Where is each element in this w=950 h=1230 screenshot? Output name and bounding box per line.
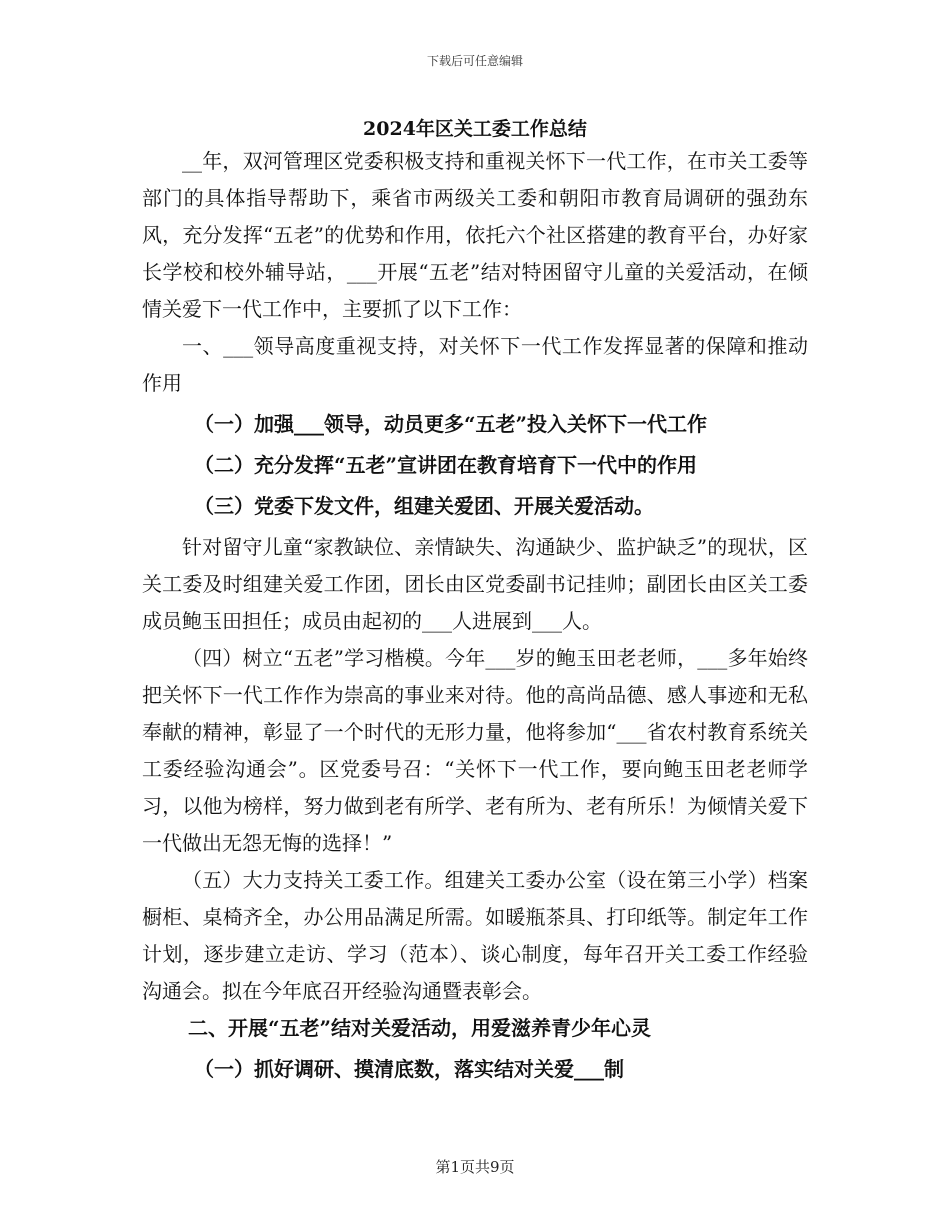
section-heading-2: 二、开展“五老”结对关爱活动，用爱滋养青少年心灵 [188, 1016, 652, 1040]
paragraph-role-model: （四）树立“五老”学习楷模。今年___岁的鲍玉田老老师，___多年始终把关怀下一代工作作为崇高的事业来对待。他的高尚品德、感人事迹和无私奉献的精神，彰显了一个时代的无形力量，他将参加“___省农村教育系统关工委经验沟通会”。区党委号召：“关怀下一代工作，要向鲍玉田老老师学习，以他为榜样，努力做到老有所学、老有所为、老有所乐！为倾情关爱下一代做出无怨无悔的选择！” [142, 646, 808, 855]
subheading-1-2: （二）充分发挥“五老”宣讲团在教育培育下一代中的作用 [194, 453, 698, 477]
subheading-2-1: （一）抓好调研、摸清底数，落实结对关爱___制 [194, 1057, 624, 1081]
subheading-1-3: （三）党委下发文件，组建关爱团、开展关爱活动。 [194, 494, 654, 518]
paragraph-care-team: 针对留守儿童“家教缺位、亲情缺失、沟通缺少、监护缺乏”的现状，区关工委及时组建关爱工作团，团长由区党委副书记挂帅；副团长由区关工委成员鲍玉田担任；成员由起初的___人进展到___人。 [142, 535, 808, 633]
section-heading-1: 一、___领导高度重视支持，对关怀下一代工作发挥显著的保障和推动作用 [142, 334, 808, 395]
page-number-footer: 第1页共9页 [435, 1158, 515, 1176]
document-body [142, 143, 808, 1092]
page-header-note: 下载后可任意编辑 [426, 54, 523, 68]
document-title: 2024年区关工委工作总结 [363, 118, 587, 140]
paragraph-intro: __年，双河管理区党委积极支持和重视关怀下一代工作，在市关工委等部门的具体指导帮助下，乘省市两级关工委和朝阳市教育局调研的强劲东风，充分发挥“五老”的优势和作用，依托六个社区搭建的教育平台，办好家长学校和校外辅导站，___开展“五老”结对特困留守儿童的关爱活动，在倾情关爱下一代工作中，主要抓了以下工作： [142, 149, 808, 321]
paragraph-office-support: （五）大力支持关工委工作。组建关工委办公室（设在第三小学）档案橱柜、桌椅齐全，办公用品满足所需。如暖瓶茶具、打印纸等。制定年工作计划，逐步建立走访、学习（范本）、谈心制度，每年召开关工委工作经验沟通会。拟在今年底召开经验沟通暨表彰会。 [142, 868, 808, 1003]
subheading-1-1: （一）加强___领导，动员更多“五老”投入关怀下一代工作 [194, 412, 708, 436]
